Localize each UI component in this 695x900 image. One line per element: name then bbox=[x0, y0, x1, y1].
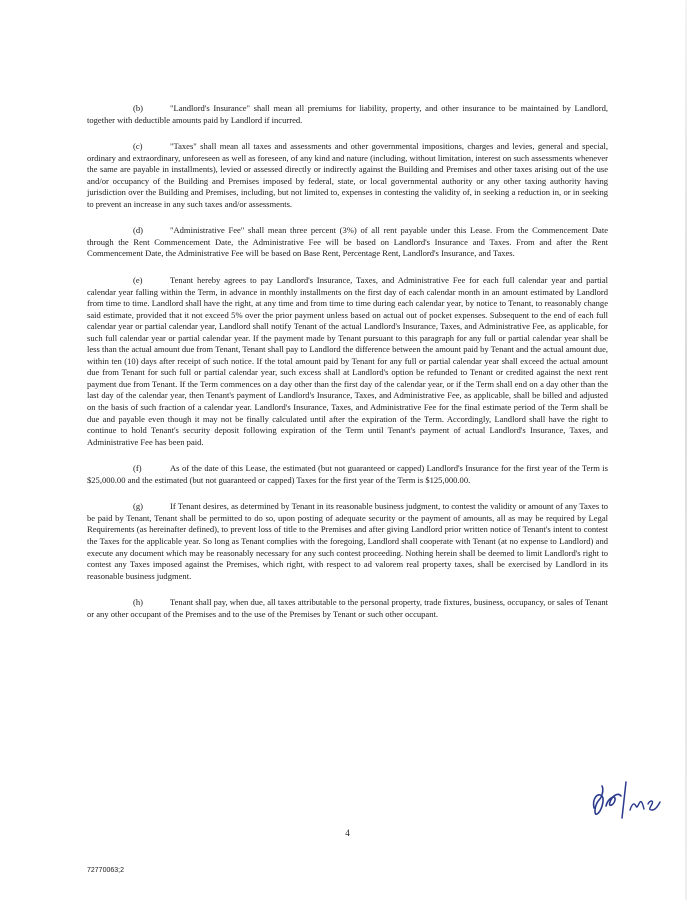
paragraph-d bbox=[87, 225, 608, 260]
handwritten-initials bbox=[588, 778, 666, 824]
paragraph-label: (c) bbox=[133, 141, 143, 152]
paragraph-text: Tenant hereby agrees to pay Landlord's Insurance, Taxes, and Administrative Fee for each full calendar year and partial calendar year falling within the Term, in advance in monthly installments on the first day of each calendar month in an amount estimated by Landlord from time to time. Landlord shall have the right, at any time and from time to time during each calendar year, by notice to Tenant, to reasonably change said estimate, provided that it not exceed 5% over the prior payment unless based on actual out of pocket expenses. Subsequent to the end of each full calendar year or partial calendar year, Landlord shall notify Tenant of the actual Landlord's Insurance, Taxes, and Administrative Fee, as applicable, for such full calendar year or partial calendar year. If the payment made by Tenant pursuant to this paragraph for any full or partial calendar year shall be less than the actual amount due from Tenant, Tenant shall pay to Landlord the difference between the amount paid by Tenant and the actual amount due, within ten (10) days after receipt of such notice. If the total amount paid by Tenant for any full or partial calendar year shall exceed the actual amount due from Tenant for such full or partial calendar year, such excess shall at Landlord's option be refunded to Tenant or credited against the next rent payment due from Tenant. If the Term commences on a day other than the first day of the calendar year, or if the Term shall end on a day other than the last day of the calendar year, then Tenant's payment of Landlord's Insurance, Taxes, and Administrative Fee, as applicable, shall be billed and adjusted on the basis of such fraction of a calendar year. Landlord's Insurance, Taxes, and Administrative Fee for the final estimate period of the Term shall be due and payable even though it may not be finally calculated until after the expiration of the Term. Accordingly, Landlord shall have the right to continue to hold Tenant's security deposit following expiration of the Term until Tenant's payment of actual Landlord's Insurance, Taxes, and Administrative Fee has been paid. bbox=[87, 275, 608, 447]
paragraph-label: (d) bbox=[133, 225, 143, 236]
paragraph-f bbox=[87, 463, 608, 486]
document-id: 72770063;2 bbox=[87, 867, 124, 874]
paragraph-label: (e) bbox=[133, 275, 143, 286]
paragraph-c bbox=[87, 141, 608, 210]
paragraph-label: (f) bbox=[133, 463, 142, 474]
paragraph-label: (g) bbox=[133, 501, 143, 512]
paragraph-text: "Taxes" shall mean all taxes and assessments and other governmental impositions, charges and levies, general and special, ordinary and extraordinary, unforeseen as well as foreseen, of any kind and nature (including, without limitation, interest on such assessments whenever the same are payable in installments), levied or assessed directly or indirectly against the Building and Premises and other taxes arising out of the use and/or occupancy of the Building and Premises imposed by federal, state, or local governmental authority or any other taxing authority having jurisdiction over the Building and Premises, including, but not limited to, expenses in contesting the validity of, in seeking a reduction in, or in seeking to prevent an increase in any such taxes and/or assessments. bbox=[87, 141, 608, 209]
paragraph-text: If Tenant desires, as determined by Tenant in its reasonable business judgment, to contest the validity or amount of any Taxes to be paid by Tenant, Tenant shall be permitted to do so, upon posting of adequate security or the payment of amounts, all as may be required by Legal Requirements (as hereinafter defined), to prevent loss of title to the Premises and after giving Landlord prior written notice of Tenant's intent to contest the Taxes for the applicable year. So long as Tenant complies with the foregoing, Landlord shall cooperate with Tenant (at no expense to Landlord) and execute any document which may be reasonably necessary for any such contest proceeding. Nothing herein shall be deemed to limit Landlord's right to contest any Taxes imposed against the Premises, which right, with respect to ad valorem real property taxes, shall be exercised by Landlord in its reasonable business judgment. bbox=[87, 501, 608, 581]
paragraph-e bbox=[87, 275, 608, 448]
paragraph-h bbox=[87, 597, 608, 620]
lease-body bbox=[87, 103, 608, 635]
page-number: 4 bbox=[345, 828, 350, 838]
paragraph-label: (h) bbox=[133, 597, 143, 608]
paragraph-text: As of the date of this Lease, the estimated (but not guaranteed or capped) Landlord's Insurance for the first year of the Term is $25,000.00 and the estimated (but not guaranteed or capped) Taxes for the first year of the Term is $125,000.00. bbox=[87, 463, 608, 485]
paragraph-text: "Landlord's Insurance" shall mean all premiums for liability, property, and other insurance to be maintained by Landlord, together with deductible amounts paid by Landlord if incurred. bbox=[87, 103, 608, 125]
paragraph-text: Tenant shall pay, when due, all taxes attributable to the personal property, trade fixtures, business, occupancy, or sales of Tenant or any other occupant of the Premises and to the use of the Premises by Tenant or such other occupant. bbox=[87, 597, 608, 619]
paragraph-text: "Administrative Fee" shall mean three percent (3%) of all rent payable under this Lease. From the Commencement Date through the Rent Commencement Date, the Administrative Fee will be based on Landlord's Insurance and Taxes. From and after the Rent Commencement Date, the Administrative Fee will be based on Base Rent, Percentage Rent, Landlord's Insurance, and Taxes. bbox=[87, 225, 608, 259]
scan-edge bbox=[685, 0, 687, 900]
paragraph-g bbox=[87, 501, 608, 582]
paragraph-b bbox=[87, 103, 608, 126]
paragraph-label: (b) bbox=[133, 103, 143, 113]
